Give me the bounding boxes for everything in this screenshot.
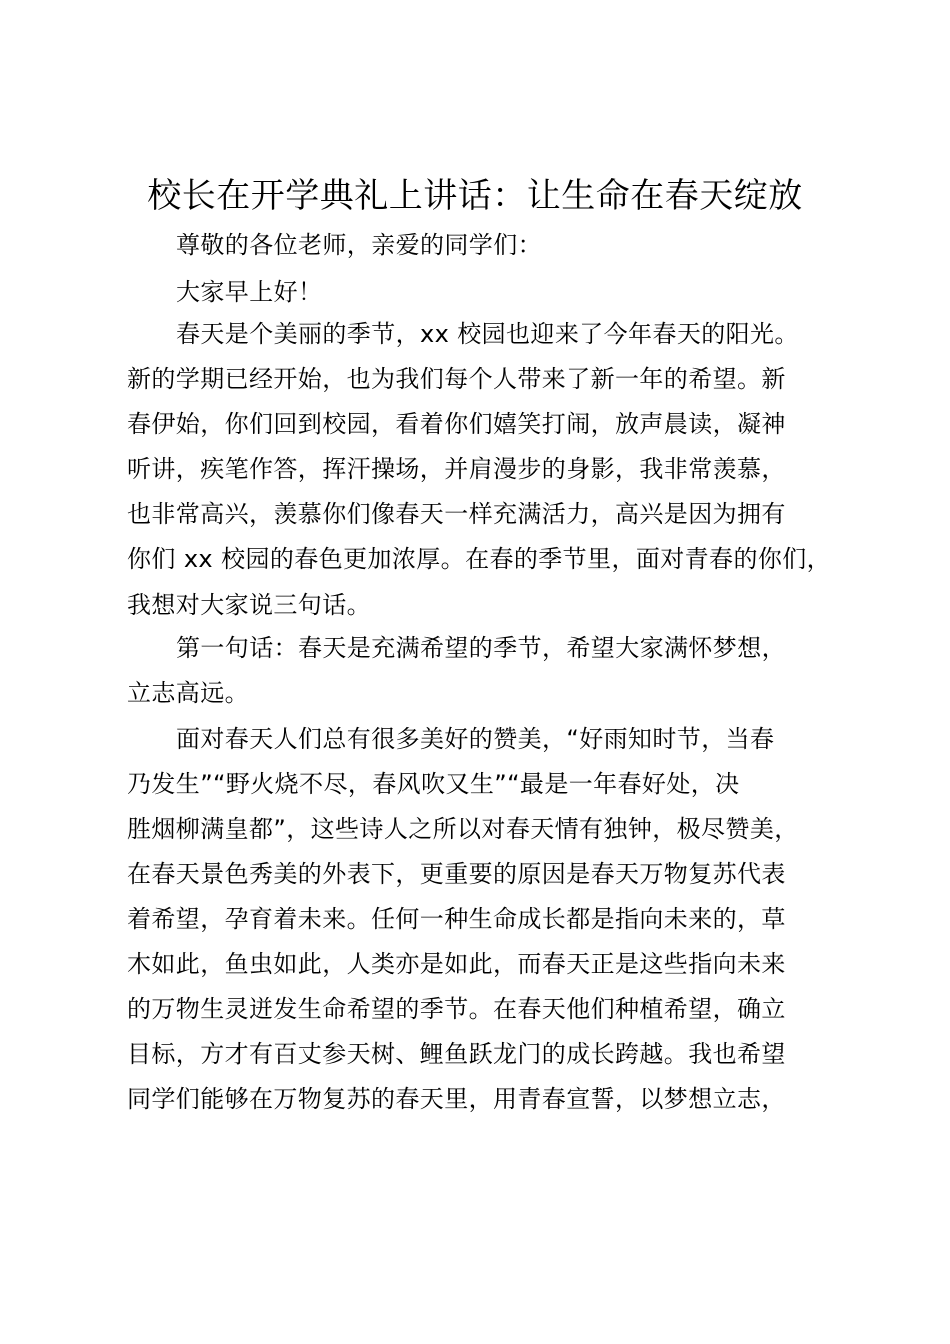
paragraph-line: 的万物生灵迸发生命希望的季节。在春天他们种植希望，确立 <box>127 995 786 1023</box>
paragraph-line: 也非常高兴，羡慕你们像春天一样充满活力，高兴是因为拥有 <box>127 500 786 528</box>
document-title: 校长在开学典礼上讲话：让生命在春天绽放 <box>147 176 803 216</box>
paragraph-line: 在春天景色秀美的外表下，更重要的原因是春天万物复苏代表 <box>127 860 786 888</box>
paragraph-line: 听讲，疾笔作答，挥汗操场，并肩漫步的身影，我非常羡慕， <box>127 455 786 483</box>
paragraph-line: 春伊始，你们回到校园，看着你们嬉笑打闹，放声晨读，凝神 <box>127 410 786 438</box>
paragraph-line: 你们 xx 校园的春色更加浓厚。在春的季节里，面对青春的你们， <box>127 545 832 573</box>
paragraph-line: 春天是个美丽的季节，xx 校园也迎来了今年春天的阳光。 <box>176 320 799 348</box>
section-heading-line: 立志高远。 <box>127 679 249 707</box>
section-heading-line: 第一句话：春天是充满希望的季节，希望大家满怀梦想， <box>176 634 786 662</box>
paragraph-line: 着希望，孕育着未来。任何一种生命成长都是指向未来的，草 <box>127 905 786 933</box>
paragraph-line: 我想对大家说三句话。 <box>127 591 371 619</box>
paragraph-line: 目标，方才有百丈参天树、鲤鱼跃龙门的成长跨越。我也希望 <box>127 1040 786 1068</box>
paragraph-line: 面对春天人们总有很多美好的赞美，“好雨知时节，当春 <box>176 725 775 753</box>
salutation-line: 尊敬的各位老师，亲爱的同学们： <box>176 231 542 259</box>
greeting-line: 大家早上好！ <box>176 278 323 306</box>
paragraph-line: 乃发生”“野火烧不尽，春风吹又生”“最是一年春好处，决 <box>127 770 740 798</box>
paragraph-line: 木如此，鱼虫如此，人类亦是如此，而春天正是这些指向未来 <box>127 950 786 978</box>
paragraph-line: 胜烟柳满皇都”，这些诗人之所以对春天情有独钟，极尽赞美， <box>127 815 799 843</box>
paragraph-line: 新的学期已经开始，也为我们每个人带来了新一年的希望。新 <box>127 365 786 393</box>
paragraph-line: 同学们能够在万物复苏的春天里，用青春宣誓，以梦想立志， <box>127 1085 786 1113</box>
